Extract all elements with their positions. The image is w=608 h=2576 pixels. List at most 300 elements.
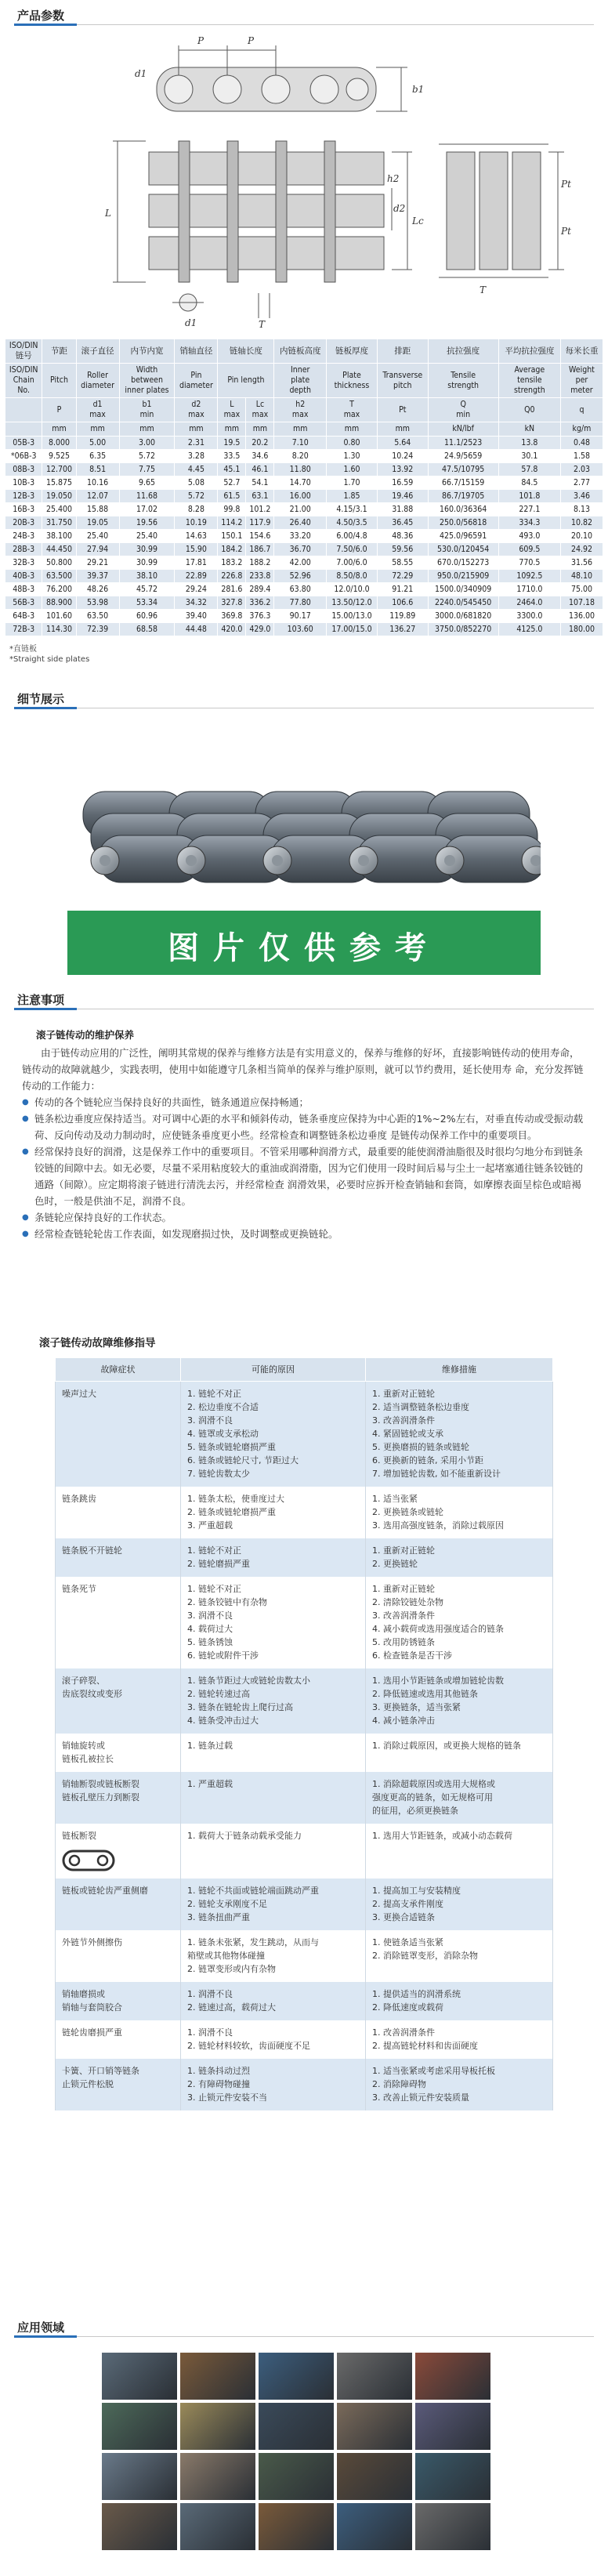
table-cell: 15.00/13.0 [326,610,377,623]
application-image [259,2353,334,2400]
divider-accent [14,24,77,26]
symptom-cell [56,1487,181,1538]
table-cell: 15.875 [42,476,76,490]
table-row [56,1487,553,1538]
table-cell: 48.10 [560,570,603,583]
table-cell: 107.18 [560,596,603,610]
table-cell: 530.0/120454 [428,543,498,556]
cell-line: 2. 消除障碍物 [372,2079,426,2089]
chain-front-view [113,141,412,318]
label-T: T [480,284,487,295]
label-pitch: P [248,35,255,46]
list-item: ● 链条松边垂度应保持适当。对可调中心距的水平和倾斜传动，链条垂度应保持为中心距的1%~2%左右，对垂直传动或受振动载荷、反向传动及动力制动时，应使链条垂度更小些。经常检查和调整链条松边垂度 是链传动保养工作中的重要项目。 [22,1110,586,1143]
table-cell: 45.1 [218,463,246,476]
table-cell: 84.5 [498,476,560,490]
cell-line: 销轴磨损或 [62,1989,105,1999]
application-image [102,2453,177,2500]
table-cell: 289.4 [246,583,274,596]
table-cell: 3300.0 [498,610,560,623]
cell-line: 1. 链条未张紧，发生跳动，从而与 [187,1937,319,1947]
cell-line: 6. 链条或链轮尺寸, 节距过大 [187,1455,299,1466]
table-cell: 250.0/56818 [428,516,498,530]
label-d2: d2 [393,203,406,214]
column-header: Width between inner plates [119,364,175,398]
table-cell: 136.00 [560,610,603,623]
symptom-cell [56,1382,181,1487]
table-cell: 950.0/215909 [428,570,498,583]
table-cell: 429.0 [246,623,274,636]
label-T: T [259,319,266,330]
table-cell: 38.10 [119,570,175,583]
cell-line: 4. 链条受冲击过大 [187,1716,259,1726]
table-cell: 7.75 [119,463,175,476]
column-header: Q0 [498,398,560,422]
column-header: P [42,398,76,422]
table-row [5,476,603,490]
cell-line: 5. 链条或链轮磨损严重 [187,1442,276,1452]
table-cell: 8.000 [42,437,76,450]
cause-cell [181,2059,366,2110]
symptom-cell [56,1982,181,2020]
table-cell: 36.70 [274,543,327,556]
table-cell: 60.96 [119,610,175,623]
cell-line: 3. 严重超载 [187,1520,233,1531]
table-cell: 90.17 [274,610,327,623]
cell-line: 2. 降低速度或载荷 [372,2002,443,2013]
table-cell: 670.0/152273 [428,556,498,570]
column-header: Weight per meter [560,364,603,398]
cell-line: 2. 链罩变形或内有杂物 [187,1964,276,1974]
cell-line: 2. 链轮转速过高 [187,1689,250,1699]
cell-line: 1. 消除超载原因或选用大规格或 [372,1779,495,1789]
column-header: Pitch [42,364,76,398]
table-cell: 72B-3 [5,623,42,636]
table-cell: 56B-3 [5,596,42,610]
table-row [5,596,603,610]
cell-line: 2. 更换链轮 [372,1559,418,1569]
cell-line: 4. 紧固链轮或支承 [372,1429,443,1439]
label-Lc: Lc [412,216,424,226]
column-header: Plate thickness [326,364,377,398]
cell-line: 1. 适当张紧或考虑采用导板托板 [372,2066,495,2076]
table-cell: 420.0 [218,623,246,636]
table-cell: 8.51 [76,463,119,476]
section-title: 产品参数 [17,9,65,23]
cell-line: 2. 链速过高，载荷过大 [187,2002,276,2013]
cell-line: 3. 更换合适链条 [372,1912,435,1922]
table-cell: 63.50 [76,610,119,623]
cell-line: 2. 链条铰链中有杂物 [187,1597,267,1607]
cell-line: 5. 更换磨损的链条或链轮 [372,1442,469,1452]
remedy-cell [366,1382,553,1487]
maintenance-intro: 由于链传动应用的广泛性，阐明其常规的保养与维修方法是有实用意义的，保养与维修的好坏，直接影响链传动的使用寿命，链传动的故障就越少，实践表明，使用中如能遵守几条相当简单的保养与维护原则，就可以节约费用，延长使用寿 命，充分发挥链传动的工作能力： [22,1047,584,1092]
column-header: Pin length [218,364,274,398]
table-cell: 05B-3 [5,437,42,450]
symptom-cell [56,1879,181,1930]
table-row [56,1824,553,1879]
column-header: 可能的原因 [181,1358,366,1382]
table-row [5,570,603,583]
table-row [56,2020,553,2059]
table-cell: 29.21 [76,556,119,570]
table-cell: 8.13 [560,503,603,516]
table-cell: 12.07 [76,490,119,503]
cell-line: 3. 润滑不良 [187,1610,233,1621]
column-header: Pin diameter [175,364,218,398]
cell-line: 1. 链条过载 [187,1741,233,1751]
cell-line: 卡簧、开口销等链条 [62,2066,139,2076]
application-image [102,2353,177,2400]
table-row [56,1538,553,1577]
column-header: Transverse pitch [378,364,429,398]
spec-table [5,339,603,636]
table-cell: 76.200 [42,583,76,596]
section-header-notes [0,984,608,1011]
cell-line: 1. 重新对正链轮 [372,1545,435,1556]
table-cell: 31.750 [42,516,76,530]
table-cell: 58.55 [378,556,429,570]
table-cell: 1710.0 [498,583,560,596]
divider-accent [14,2335,77,2338]
table-cell: 1.70 [326,476,377,490]
table-cell: 68.58 [119,623,175,636]
symptom-cell [56,1824,181,1879]
table-cell: 26.40 [274,516,327,530]
column-header: Q min [428,398,498,422]
cell-line: 4. 减小载荷或选用强度适合的链条 [372,1624,504,1634]
cell-line: 链板孔壁压力到断裂 [62,1792,139,1802]
cause-cell [181,1487,366,1538]
table-cell: 20B-3 [5,516,42,530]
cause-cell [181,1668,366,1734]
table-cell: 8.28 [175,503,218,516]
table-cell: 10.82 [560,516,603,530]
cell-line: 2. 降低链速或选用其他链条 [372,1689,478,1699]
table-cell: 10.24 [378,450,429,463]
table-cell: 53.98 [76,596,119,610]
maintenance-subtitle: 滚子链传动的维护保养 [36,1029,135,1041]
cell-line: 销轴断裂或链板断裂 [62,1779,139,1789]
table-cell: 34.6 [246,450,274,463]
cell-line: 3. 链条在链轮齿上爬行过高 [187,1702,293,1712]
table-cell: 16.00 [274,490,327,503]
column-header: mm [175,422,218,437]
column-header: kN [498,422,560,437]
cell-line: 齿底裂纹或变形 [62,1689,122,1699]
table-row [5,530,603,543]
table-cell: 336.2 [246,596,274,610]
application-image [259,2403,334,2450]
table-cell: 10B-3 [5,476,42,490]
cell-line: 止锁元件松脱 [62,2079,114,2089]
table-cell: 3.46 [560,490,603,503]
table-cell: 8.50/8.0 [326,570,377,583]
table-cell: 0.80 [326,437,377,450]
column-header: 内链板高度 [274,339,327,364]
table-cell: 16B-3 [5,503,42,516]
table-row [5,463,603,476]
chain-top-view [157,45,407,111]
table-cell: 91.21 [378,583,429,596]
table-cell: 233.8 [246,570,274,583]
table-row [5,450,603,463]
table-cell: 32B-3 [5,556,42,570]
list-item: ● 传动的各个链轮应当保持良好的共面性，链条通道应保持畅通； [22,1094,586,1110]
table-cell: 14.63 [175,530,218,543]
table-cell: 1.30 [326,450,377,463]
remedy-cell [366,1930,553,1982]
table-cell: 101.60 [42,610,76,623]
table-cell: 30.99 [119,556,175,570]
column-header: kg/m [560,422,603,437]
table-cell: 1.60 [326,463,377,476]
banner-text: 图片仅供参考 [168,930,440,966]
table-cell: 25.400 [42,503,76,516]
table-cell: 117.9 [246,516,274,530]
remedy-cell [366,1577,553,1668]
table-cell: 19.56 [119,516,175,530]
maintenance-notes [22,1027,586,1242]
remedy-cell [366,1538,553,1577]
cell-line: 1. 链轮不共面或链轮端面跳动严重 [187,1886,319,1896]
cell-line: 3. 改善润滑条件 [372,1415,435,1426]
table-cell: 770.5 [498,556,560,570]
guide-title: 滚子链传动故障维修指导 [39,1337,156,1350]
application-image [102,2403,177,2450]
table-cell: 19.05 [76,516,119,530]
table-cell: 31.56 [560,556,603,570]
maintenance-list [22,1094,586,1242]
table-cell: 20.2 [246,437,274,450]
column-header: mm [119,422,175,437]
spec-note-en: *Straight side plates [9,655,90,664]
table-cell: 184.2 [218,543,246,556]
table-cell: 44.48 [175,623,218,636]
spec-notes [9,644,608,665]
cell-line: 1. 提供适当的润滑系统 [372,1989,461,1999]
table-cell: 1092.5 [498,570,560,583]
spec-table-wrapper [0,339,608,665]
table-cell: 44.450 [42,543,76,556]
cell-line: 链条脱不开链轮 [62,1545,122,1556]
application-image [102,2503,177,2550]
label-h2: h2 [387,173,400,184]
cell-line: 销轴旋转或 [62,1741,105,1751]
column-header [5,422,42,437]
column-header: 销轴直径 [175,339,218,364]
application-image [415,2503,490,2550]
table-cell: 1500.0/340909 [428,583,498,596]
table-cell: 180.00 [560,623,603,636]
remedy-cell [366,1824,553,1879]
label-Pt: Pt [561,179,571,190]
table-cell: 1.85 [326,490,377,503]
cause-cell [181,1382,366,1487]
table-cell: 77.80 [274,596,327,610]
column-header: Average tensile strength [498,364,560,398]
table-cell: 50.800 [42,556,76,570]
table-cell: 61.5 [218,490,246,503]
cell-line: 3. 更换链条，适当张紧 [372,1702,461,1712]
table-cell: 369.8 [218,610,246,623]
table-cell: 30.1 [498,450,560,463]
cause-cell [181,1879,366,1930]
table-cell: 99.8 [218,503,246,516]
column-header: 平均抗拉强度 [498,339,560,364]
symptom-cell [56,1930,181,1982]
table-cell: 188.2 [246,556,274,570]
cell-line: 1. 链轮不对正 [187,1389,241,1399]
application-image [337,2503,412,2550]
table-cell: 1.58 [560,450,603,463]
table-cell: 39.40 [175,610,218,623]
cell-line: 滚子碎裂、 [62,1676,105,1686]
table-row [56,2059,553,2110]
cell-line: 的征用，必须更换链条 [372,1806,458,1816]
column-header: 内节内宽 [119,339,175,364]
cell-line: 2. 松边垂度不合适 [187,1402,259,1412]
symptom-cell [56,2020,181,2059]
cell-line: 1. 链条太松，使垂度过大 [187,1494,284,1504]
table-row [56,1382,553,1487]
table-cell: 24.92 [560,543,603,556]
table-cell: 46.1 [246,463,274,476]
table-cell: 63.1 [246,490,274,503]
application-image [180,2403,255,2450]
table-cell: 154.6 [246,530,274,543]
table-cell: 53.34 [119,596,175,610]
column-header: mm [246,422,274,437]
table-cell: 3750.0/852270 [428,623,498,636]
table-row [56,1879,553,1930]
table-cell: 17.02 [119,503,175,516]
column-header: Pt [378,398,429,422]
table-cell: 25.40 [119,530,175,543]
table-row [56,1734,553,1772]
cell-line: 链板孔被拉长 [62,1754,114,1764]
table-cell: 13.50/12.0 [326,596,377,610]
table-cell: 7.10 [274,437,327,450]
table-row [5,437,603,450]
table-cell: 86.7/19705 [428,490,498,503]
table-cell: 8.20 [274,450,327,463]
cell-line: 7. 增加链轮齿数, 如不能重新设计 [372,1469,501,1479]
cell-line: 2. 链轮支承刚度不足 [187,1899,267,1909]
table-cell: 150.1 [218,530,246,543]
table-cell: 13.92 [378,463,429,476]
chain-dimension-drawing [0,27,608,334]
application-gallery [102,2353,572,2555]
remedy-cell [366,2059,553,2110]
table-row [56,1577,553,1668]
remedy-cell [366,2020,553,2059]
table-cell: 9.65 [119,476,175,490]
table-cell: 17.00/15.0 [326,623,377,636]
table-cell: 48.36 [378,530,429,543]
cell-line: 链轮齿磨损严重 [62,2027,122,2038]
label-Pt: Pt [561,226,571,237]
cell-line: 2. 消除链罩变形，消除杂物 [372,1951,478,1961]
section-title: 应用领域 [17,2321,65,2335]
table-cell: 183.2 [218,556,246,570]
table-cell: 4.45 [175,463,218,476]
table-cell: 11.80 [274,463,327,476]
table-row [56,1930,553,1982]
table-cell: 2464.0 [498,596,560,610]
column-header: 每米长重 [560,339,603,364]
table-row [56,1982,553,2020]
column-header: mm [326,422,377,437]
table-row [5,543,603,556]
application-image [415,2453,490,2500]
remedy-cell [366,1487,553,1538]
column-header: Roller diameter [76,364,119,398]
column-header: mm [274,422,327,437]
table-cell: 52.96 [274,570,327,583]
remedy-cell [366,1879,553,1930]
cell-line: 4. 减小链条冲击 [372,1716,435,1726]
application-image [337,2353,412,2400]
table-cell: 42.00 [274,556,327,570]
table-cell: 17.81 [175,556,218,570]
cell-line: 1. 链条节距过大或链轮齿数太小 [187,1676,310,1686]
table-cell: 2240.0/545450 [428,596,498,610]
symptom-cell [56,2059,181,2110]
list-item: ● 条链轮应保持良好的工作状态。 [22,1209,586,1226]
table-cell: 19.46 [378,490,429,503]
cell-line: 6. 更换新的链条, 采用小节距 [372,1455,483,1466]
troubleshooting-table [55,1357,553,2110]
table-cell: 5.64 [378,437,429,450]
cell-line: 3. 止锁元件安装不当 [187,2092,267,2103]
cause-cell [181,2020,366,2059]
application-image [180,2503,255,2550]
table-cell: 28B-3 [5,543,42,556]
table-cell: 327.8 [218,596,246,610]
table-cell: 88.900 [42,596,76,610]
column-header: ISO/DIN 链号 [5,339,42,364]
section-header-params [0,0,608,27]
cell-line: 3. 链条扭曲严重 [187,1912,250,1922]
table-cell: 3.00 [119,437,175,450]
cell-line: 2. 链轮磨损严重 [187,1559,250,1569]
application-image [259,2503,334,2550]
cell-line: 5. 链条锈蚀 [187,1637,233,1647]
table-cell: 30.99 [119,543,175,556]
table-cell: 334.3 [498,516,560,530]
table-cell: 160.0/36364 [428,503,498,516]
cause-cell [181,1734,366,1772]
table-row [56,1668,553,1734]
cell-line: 2. 链轮材料较软，齿面硬度不足 [187,2041,310,2051]
column-header: d2 max [175,398,218,422]
divider-accent [14,1008,77,1010]
list-item: ● 经常保持良好的润滑，这是保养工作中的重要项目。不管采用哪种润滑方式，最重要的能使润滑油脂很及时很均匀地分布到链条铰链的间隙中去。如无必要，尽量不采用粘度较大的重油或润滑脂，因为它们使用一段时间后易与尘土一起堵塞通往链条铰链的通路（间隙）。应定期将滚子链进行清洗去污，并经常检查 润滑效果，必要时应拆开检查销轴和套筒，如摩擦表面呈棕色或暗褐色时，一般是供油不足，润滑不良。 [22,1143,586,1209]
cell-line: 1. 链条抖动过烈 [187,2066,250,2076]
table-cell: 25.40 [76,530,119,543]
table-cell: 47.5/10795 [428,463,498,476]
table-cell: 4125.0 [498,623,560,636]
divider-accent [14,707,77,709]
table-cell: 12.700 [42,463,76,476]
table-cell: 4.50/3.5 [326,516,377,530]
table-cell: 20.10 [560,530,603,543]
remedy-cell [366,1982,553,2020]
table-row [5,516,603,530]
table-cell: 24.9/5659 [428,450,498,463]
table-cell: 12B-3 [5,490,42,503]
table-cell: 48B-3 [5,583,42,596]
